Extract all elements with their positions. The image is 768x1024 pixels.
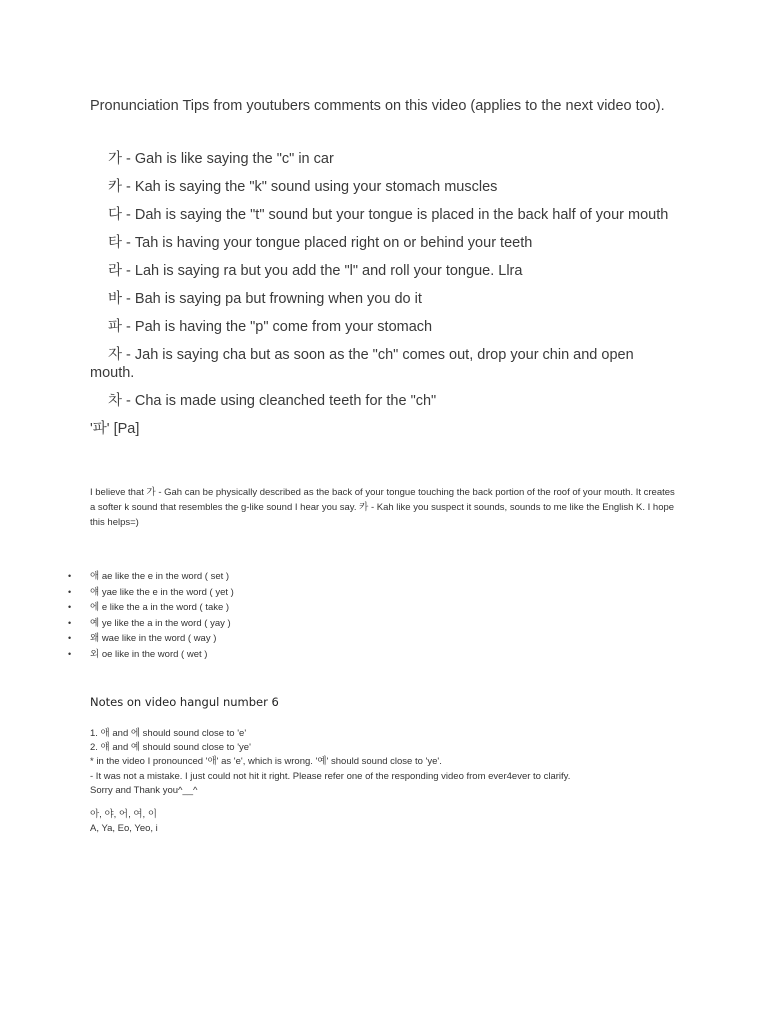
bullet-marker: • xyxy=(68,571,72,581)
vowel-ae: 애 ae like the e in the word ( set ) xyxy=(90,571,230,582)
vowel-yae: 얘 yae like the e in the word ( yet ) xyxy=(90,586,234,598)
vowel-oe: 외 oe like in the word ( wet ) xyxy=(90,648,208,660)
notes-heading: Notes on video hangul number 6 xyxy=(90,695,279,709)
list-item xyxy=(68,569,468,585)
tip-ra: 라 - Lah is saying ra but you add the "l" and roll your tongue. Llra xyxy=(108,263,523,279)
tip-da: 다 - Dah is saying the "t" sound but your tongue is placed in the back half of your mouth xyxy=(108,207,669,223)
list-item xyxy=(68,647,468,663)
tip-pa: 파 - Pah is having the "p" come from your stomach xyxy=(108,319,433,335)
list-item xyxy=(68,616,468,632)
note-line-3: * in the video I pronounced '애' as 'e', which is wrong. '예' should sound close to 'ye'. xyxy=(90,756,442,768)
note-line-5: Sorry and Thank you^__^ xyxy=(90,784,198,796)
tip-ja: 자 - Jah is saying cha but as soon as the "ch" comes out, drop your chin and open mouth. xyxy=(90,347,634,381)
hangul-vowels-line: 아, 야, 어, 여, 이 xyxy=(90,809,158,821)
note-line-1: 1. 애 and 에 should sound close to 'e' xyxy=(90,728,247,739)
bullet-marker: • xyxy=(68,617,72,628)
bullet-marker: • xyxy=(68,648,72,659)
notes-section xyxy=(90,727,680,836)
tip-ga: 가 - Gah is like saying the "c" in car xyxy=(108,151,334,167)
list-item xyxy=(68,600,468,616)
intro-paragraph: Pronunciation Tips from youtubers comments on this video (applies to the next video too). xyxy=(90,98,665,114)
vowel-ye: 예 ye like the a in the word ( yay ) xyxy=(90,617,231,629)
vowel-bullet-list xyxy=(68,569,468,662)
tip-ka: 카 - Kah is saying the "k" sound using your stomach muscles xyxy=(108,179,498,195)
tip-ba: 바 - Bah is saying pa but frowning when you do it xyxy=(108,291,422,307)
romanized-vowels-line: A, Ya, Eo, Yeo, i xyxy=(90,823,158,835)
bullet-marker: • xyxy=(68,586,72,597)
note-line-2: 2. 얘 and 예 should sound close to 'ye' xyxy=(90,742,251,754)
spacer xyxy=(90,798,680,808)
note-line-4: - It was not a mistake. I just could not hit it right. Please refer one of the responding video from ever4ever to clarify. xyxy=(90,770,571,782)
vowel-e: 에 e like the a in the word ( take ) xyxy=(90,602,230,613)
bullet-marker: • xyxy=(68,633,72,643)
list-item xyxy=(68,585,468,601)
bullet-marker: • xyxy=(68,602,72,612)
vowel-wae: 왜 wae like in the word ( way ) xyxy=(90,633,217,644)
tip-cha: 차 - Cha is made using cleanched teeth for the "ch" xyxy=(108,393,437,409)
pa-line: '파' [Pa] xyxy=(90,421,140,437)
list-item xyxy=(68,631,468,647)
pronunciation-tips-list xyxy=(90,150,670,448)
gah-kah-explanation-paragraph: I believe that 가 - Gah can be physically described as the back of your tongue touching the back portion of the roof of your mouth. It creates a softer k sound that resembles the g-like sound I hear you say. 카 - Kah like you suspect it sounds, sounds to me like the English K. I hope this helps=) xyxy=(90,487,675,528)
tip-ta: 타 - Tah is having your tongue placed right on or behind your teeth xyxy=(108,235,533,251)
